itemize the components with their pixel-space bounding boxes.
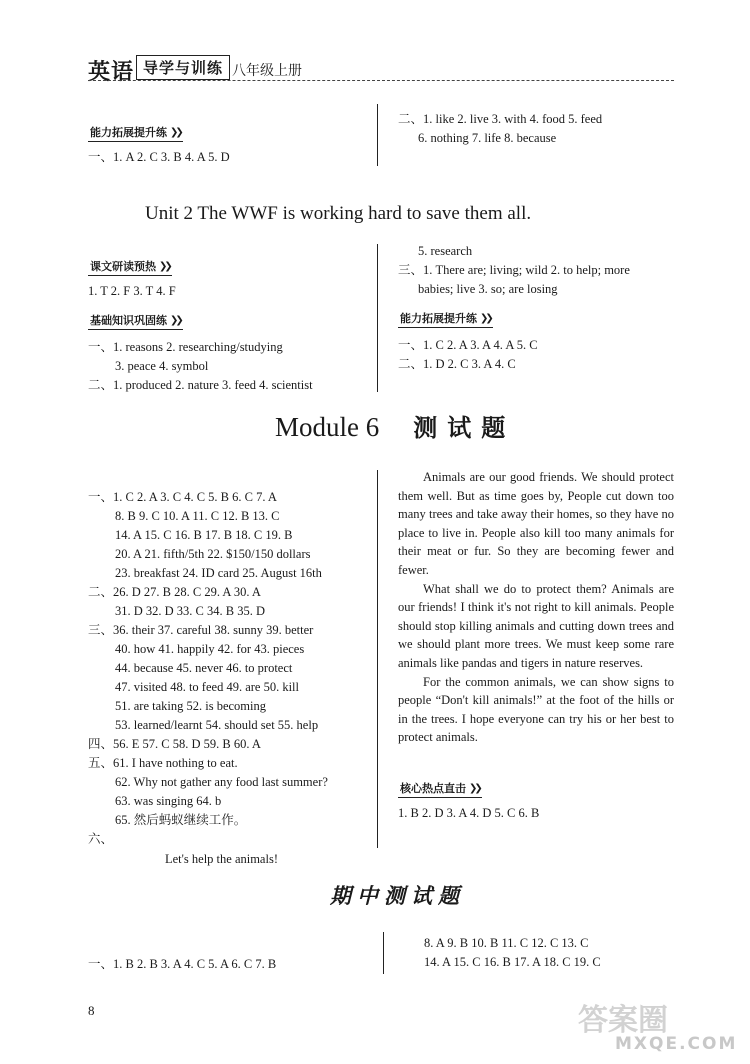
- header-divider: [88, 80, 674, 81]
- answer-line: 一、1. C 2. A 3. A 4. A 5. C: [398, 338, 538, 352]
- answer-line: 53. learned/learnt 54. should set 55. help: [115, 718, 319, 732]
- answer-line: 8. A 9. B 10. B 11. C 12. C 13. C: [424, 936, 589, 950]
- module-title-text: Module 6: [275, 412, 380, 442]
- essay-paragraph: Animals are our good friends. We should protect them well. But as time goes by, People cut down too many trees and take away their homes, so they have no place to live in. People also kill too many animals for their meat or fur. So they are becoming fewer and fewer.: [398, 470, 674, 577]
- header-subject: 英语: [88, 59, 135, 84]
- section-label-ability: [398, 310, 493, 328]
- answer-line: 一、1. reasons 2. researching/studying: [88, 340, 283, 354]
- answer-line: 一、1. A 2. C 3. B 4. A 5. D: [88, 150, 230, 164]
- watermark-url: MXQE.COM: [615, 1034, 738, 1054]
- double-chevron-icon: ❯❯: [170, 126, 181, 138]
- page-number: 8: [88, 1003, 95, 1018]
- answer-line: babies; live 3. so; are losing: [418, 282, 558, 296]
- answer-line: 63. was singing 64. b: [115, 794, 222, 808]
- column-divider-top: [377, 104, 378, 166]
- section-label-text: 能力拓展提升练: [400, 312, 477, 325]
- section-label-reading: [88, 258, 172, 276]
- answer-line: 47. visited 48. to feed 49. are 50. kill: [115, 680, 299, 694]
- section-label-text: 基础知识巩固练: [90, 314, 167, 327]
- answer-line: 40. how 41. happily 42. for 43. pieces: [115, 642, 305, 656]
- column-divider-module: [377, 470, 378, 848]
- answer-line: 44. because 45. never 46. to protect: [115, 661, 293, 675]
- essay-paragraph: What shall we do to protect them? Animals are our friends! I think it's not right to kill animals. People should stop killing animals and cutting down trees and we should plant more trees. We must keep some rare animals like pandas and tigers in nature reserves.: [398, 581, 674, 670]
- answer-line: 三、36. their 37. careful 38. sunny 39. better: [88, 623, 314, 637]
- watermark-logo: 答案圈: [578, 1003, 668, 1038]
- answer-line: 20. A 21. fifth/5th 22. $150/150 dollars: [115, 547, 311, 561]
- column-divider-unit: [377, 244, 378, 392]
- answer-line: 5. research: [418, 244, 473, 258]
- answer-line: 1. T 2. F 3. T 4. F: [88, 284, 176, 298]
- essay-body: [398, 468, 674, 747]
- answer-line: 23. breakfast 24. ID card 25. August 16th: [115, 566, 322, 580]
- essay-paragraph: For the common animals, we can show signs to people “Don't kill animals!” at the foot of the hills or in the trees. I hope everyone can try his or her best to protect animals.: [398, 674, 674, 745]
- module-title: [275, 408, 515, 443]
- answer-line: 二、26. D 27. B 28. C 29. A 30. A: [88, 585, 261, 599]
- answer-line: 14. A 15. C 16. B 17. B 18. C 19. B: [115, 528, 293, 542]
- answer-line: 二、1. produced 2. nature 3. feed 4. scientist: [88, 378, 313, 392]
- double-chevron-icon: ❯❯: [159, 260, 170, 272]
- answer-line: 31. D 32. D 33. C 34. B 35. D: [115, 604, 266, 618]
- column-divider-midterm: [383, 932, 384, 974]
- answer-line: 1. B 2. D 3. A 4. D 5. C 6. B: [398, 806, 540, 820]
- header-grade: 八年级上册: [232, 64, 302, 79]
- answer-line: 二、1. like 2. live 3. with 4. food 5. feed: [398, 112, 603, 126]
- unit-title: Unit 2 The WWF is working hard to save them all.: [145, 203, 532, 224]
- answer-line: 五、61. I have nothing to eat.: [88, 756, 238, 770]
- section-label-text: 能力拓展提升练: [90, 126, 167, 139]
- answer-line: 六、: [88, 832, 114, 846]
- answer-line: 一、1. B 2. B 3. A 4. C 5. A 6. C 7. B: [88, 957, 277, 971]
- double-chevron-icon: ❯❯: [469, 782, 480, 794]
- section-label-text: 核心热点直击: [400, 782, 466, 795]
- section-label-basics: [88, 312, 183, 330]
- answer-line: 二、1. D 2. C 3. A 4. C: [398, 357, 516, 371]
- answer-line: 6. nothing 7. life 8. because: [418, 131, 557, 145]
- double-chevron-icon: ❯❯: [480, 312, 491, 324]
- answer-line: 四、56. E 57. C 58. D 59. B 60. A: [88, 737, 261, 751]
- essay-title: Let's help the animals!: [165, 852, 278, 866]
- module-title-cn: 测试题: [413, 414, 516, 442]
- answer-line: 一、1. C 2. A 3. C 4. C 5. B 6. C 7. A: [88, 490, 277, 504]
- double-chevron-icon: ❯❯: [170, 314, 181, 326]
- answer-line: 三、1. There are; living; wild 2. to help; more: [398, 263, 630, 277]
- answer-line: 3. peace 4. symbol: [115, 359, 209, 373]
- answer-line: 65. 然后蚂蚁继续工作。: [115, 813, 247, 827]
- section-label-hotspot: [398, 780, 482, 798]
- answer-line: 14. A 15. C 16. B 17. A 18. C 19. C: [424, 955, 601, 969]
- header-book-title: 导学与训练: [136, 55, 230, 80]
- section-label-ability: [88, 124, 183, 142]
- section-label-text: 课文研读预热: [90, 260, 156, 273]
- answer-line: 8. B 9. C 10. A 11. C 12. B 13. C: [115, 509, 280, 523]
- answer-line: 62. Why not gather any food last summer?: [115, 775, 328, 789]
- answer-line: 51. are taking 52. is becoming: [115, 699, 267, 713]
- midterm-title: 期中测试题: [330, 884, 465, 908]
